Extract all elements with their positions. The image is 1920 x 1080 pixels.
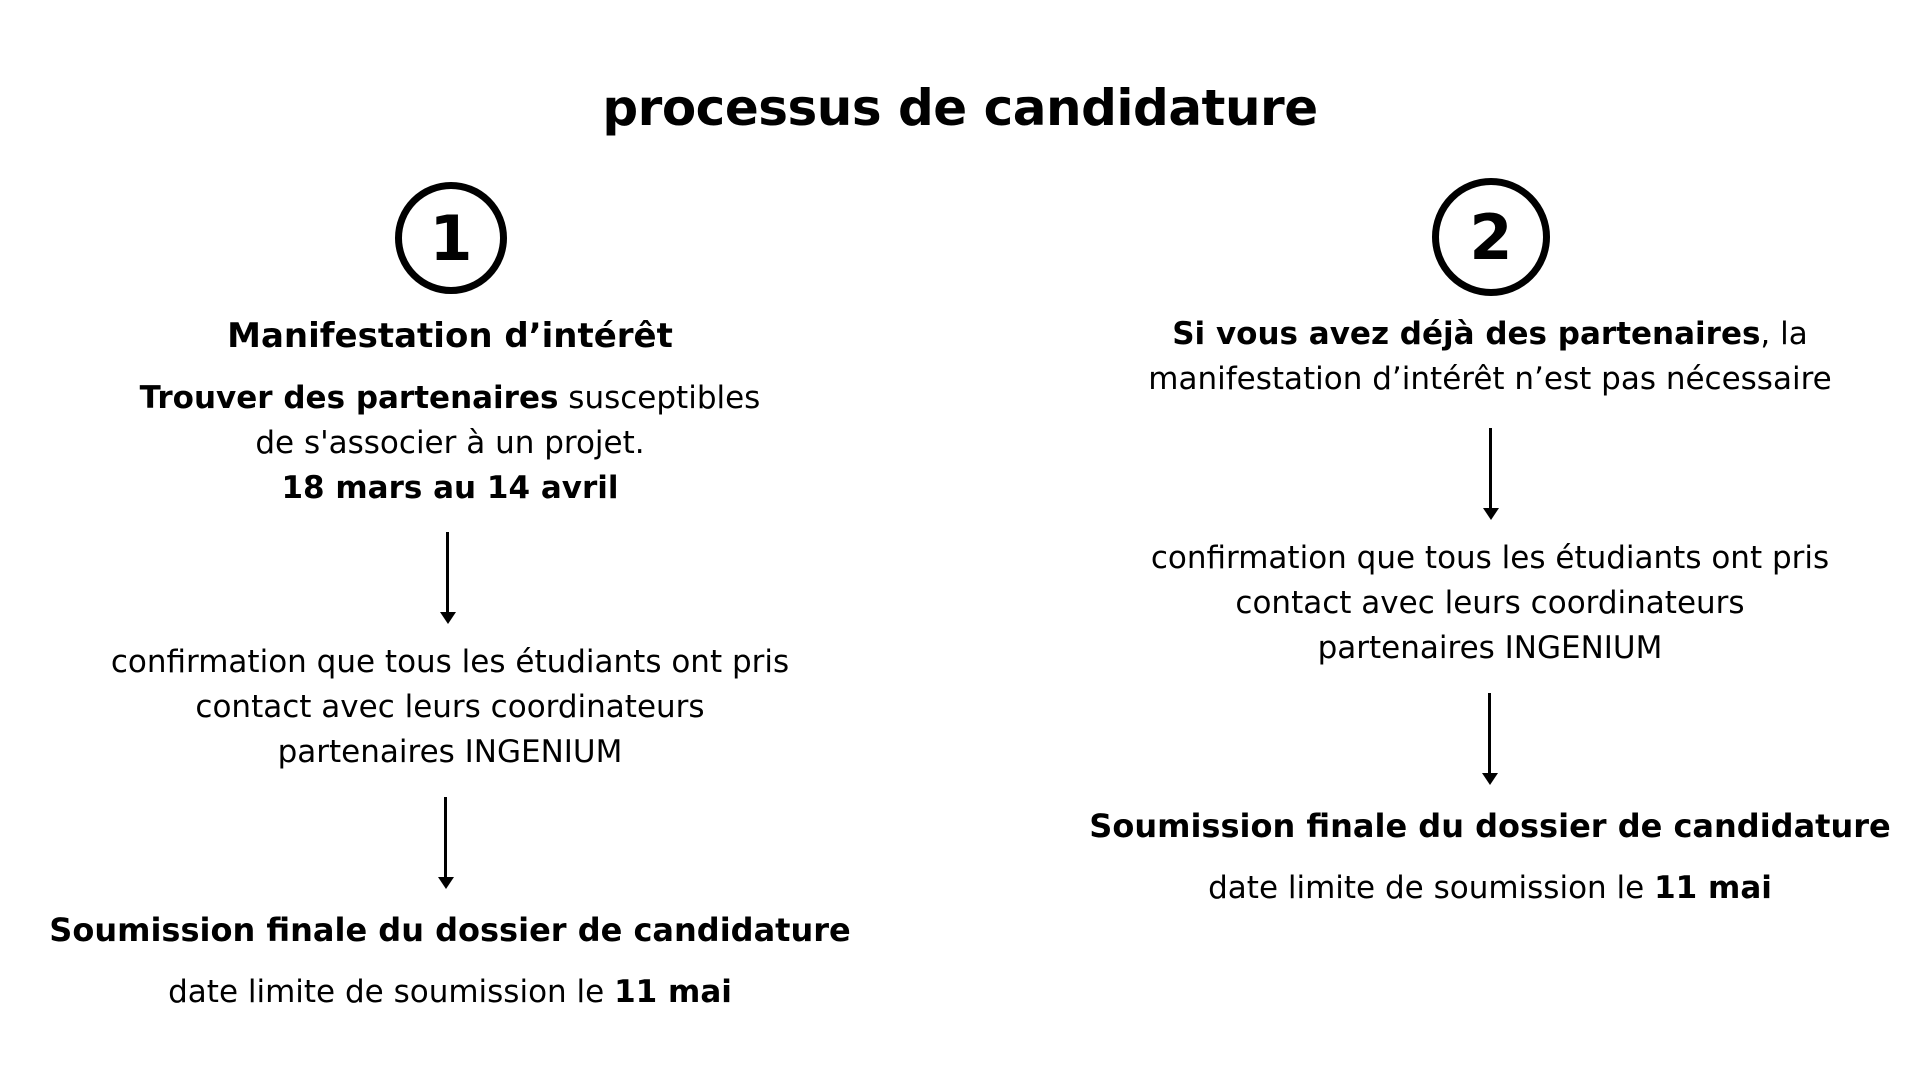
step-2-number: 2 bbox=[1469, 200, 1513, 274]
right-intro-line1 bbox=[1060, 312, 1920, 357]
right-deadline-text: date limite de soumission le bbox=[1208, 870, 1655, 906]
left-intro-line1 bbox=[0, 376, 900, 421]
step-1-number: 1 bbox=[429, 201, 473, 275]
step-1-circle-icon bbox=[395, 182, 507, 294]
right-arrow-down-icon-2 bbox=[1480, 693, 1500, 785]
left-intro-bold: Trouver des partenaires bbox=[139, 380, 559, 416]
left-arrow-down-icon-1 bbox=[438, 532, 458, 624]
page-title: processus de candidature bbox=[602, 79, 1318, 137]
left-deadline-date: 11 mai bbox=[614, 974, 732, 1010]
left-deadline-text: date limite de soumission le bbox=[168, 974, 615, 1010]
right-deadline-date: 11 mai bbox=[1654, 870, 1772, 906]
right-intro bbox=[1060, 312, 1920, 402]
left-confirmation-line3: partenaires INGENIUM bbox=[277, 734, 623, 770]
right-arrow-down-icon-1 bbox=[1481, 428, 1501, 520]
right-final-heading: Soumission finale du dossier de candidature bbox=[1089, 807, 1891, 845]
right-intro-bold: Si vous avez déjà des partenaires bbox=[1172, 316, 1761, 352]
left-final-heading: Soumission finale du dossier de candidature bbox=[49, 911, 851, 949]
left-deadline bbox=[0, 970, 900, 1015]
left-heading: Manifestation d’intérêt bbox=[227, 316, 673, 356]
left-confirmation bbox=[0, 640, 900, 775]
right-intro-line2: manifestation d’intérêt n’est pas nécessaire bbox=[1148, 361, 1832, 397]
left-dates: 18 mars au 14 avril bbox=[281, 470, 619, 506]
step-2-circle-icon bbox=[1432, 178, 1550, 296]
right-confirmation-line1: confirmation que tous les étudiants ont pris bbox=[1150, 540, 1830, 576]
right-intro-rest: , la bbox=[1760, 316, 1808, 352]
right-confirmation bbox=[1060, 536, 1920, 671]
left-confirmation-line2: contact avec leurs coordinateurs bbox=[195, 689, 705, 725]
left-confirmation-line1: confirmation que tous les étudiants ont pris bbox=[110, 644, 790, 680]
right-confirmation-line2: contact avec leurs coordinateurs bbox=[1235, 585, 1745, 621]
left-arrow-down-icon-2 bbox=[436, 797, 456, 889]
right-confirmation-line3: partenaires INGENIUM bbox=[1317, 630, 1663, 666]
left-intro-rest: susceptibles bbox=[558, 380, 761, 416]
right-deadline bbox=[1060, 866, 1920, 911]
left-intro-line2: de s'associer à un projet. bbox=[255, 425, 645, 461]
left-intro bbox=[0, 376, 900, 511]
